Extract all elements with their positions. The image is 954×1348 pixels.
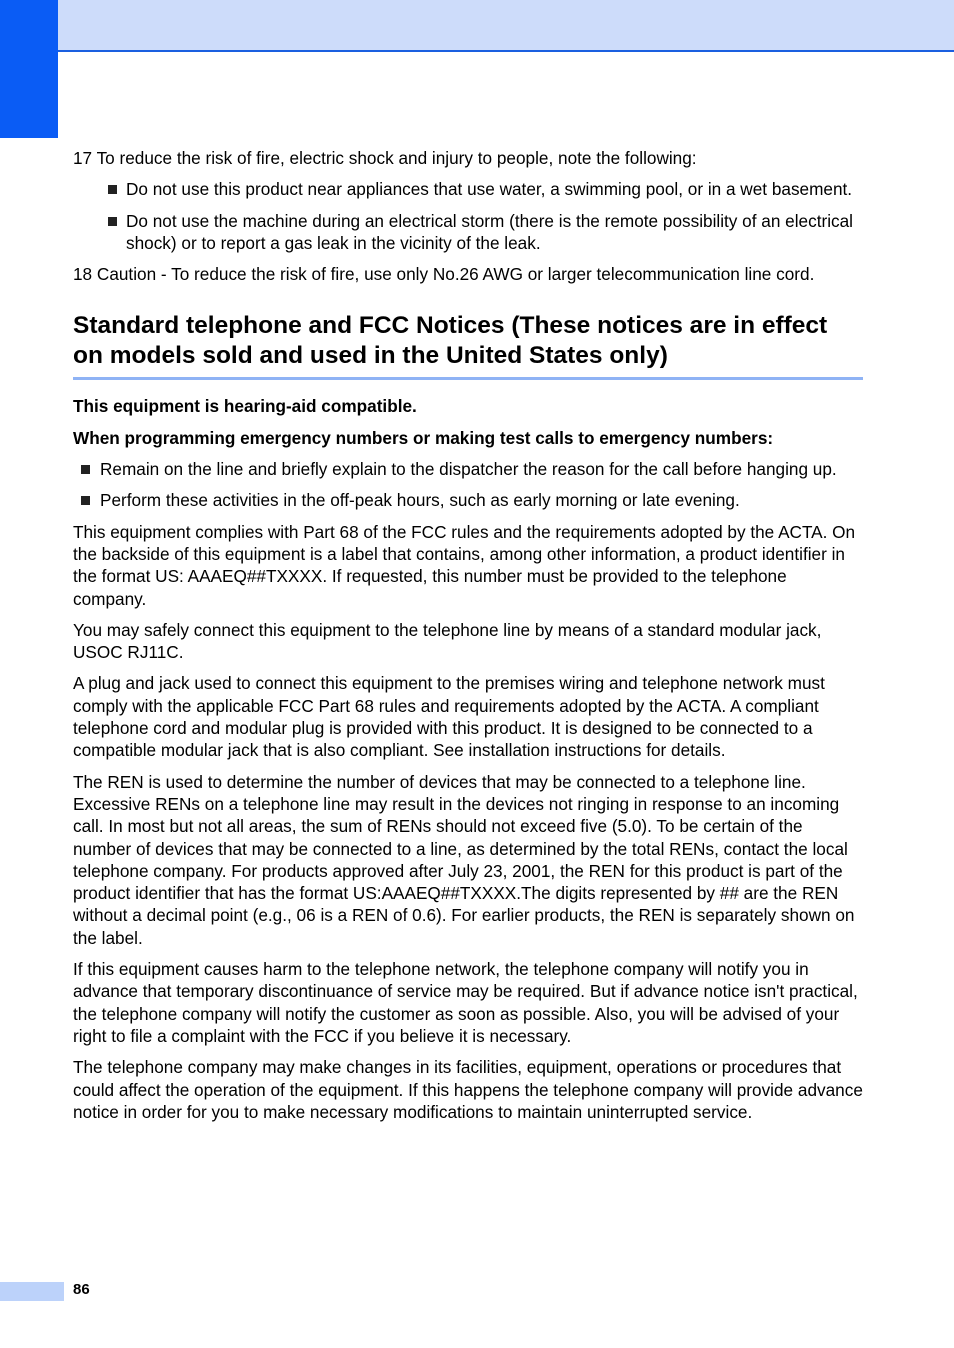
paragraph: If this equipment causes harm to the telephone network, the telephone company will notify you in advance that temporary discontinuance of service may be required. But if advance notice isn't practical, the telephone company will notify the customer as soon as possible. Also, you will be advised of your right to file a complaint with the FCC if you believe it is necessary.	[73, 959, 858, 1046]
paragraph: This equipment complies with Part 68 of the FCC rules and the requirements adopted by the ACTA. On the backside of this equipment is a label that contains, among other information, a product identifier in the format US: AAAEQ##TXXXX. If requested, this number must be provided to the telephone company.	[73, 521, 856, 609]
paragraph: The REN is used to determine the number of devices that may be connected to a telephone line. Excessive RENs on a telephone line may result in the devices not ringing in response to an incoming call. In most but not all areas, the sum of RENs should not exceed five (5.0). To be certain of the number of devices that may be connected to a line, as determined by the total RENs, contact the local telephone company. For products approved after July 23, 2001, the REN for this product is part of the product identifier that has the format US:AAAEQ##TXXXX.The digits represented by ## are the REN without a decimal point (e.g., 06 is a REN of 0.6). For earlier products, the REN is separately shown on the label.	[73, 771, 855, 948]
bullet-item	[73, 458, 863, 480]
square-bullet-icon	[108, 217, 117, 226]
square-bullet-icon	[81, 465, 90, 474]
section-heading: Standard telephone and FCC Notices (These notices are in effect on models sold and used in the United States only)	[73, 311, 863, 380]
item-text: To reduce the risk of fire, electric shock and injury to people, note the following:	[96, 148, 697, 168]
chapter-tab	[0, 0, 58, 138]
paragraph: You may safely connect this equipment to the telephone line by means of a standard modular jack, USOC RJ11C.	[73, 619, 822, 663]
bullet-text: Perform these activities in the off-peak hours, such as early morning or late evening.	[100, 490, 740, 511]
paragraph: The telephone company may make changes in its facilities, equipment, operations or procedures that could affect the operation of the equipment. If this happens the telephone company will provide advance notice in order for you to make necessary modifications to maintain uninterrupted service.	[73, 1057, 863, 1122]
bullet-item	[73, 210, 863, 255]
bullet-item	[73, 489, 863, 511]
square-bullet-icon	[108, 185, 117, 194]
list-item-17	[73, 147, 863, 169]
emergency-note: When programming emergency numbers or making test calls to emergency numbers:	[73, 427, 774, 448]
list-item-18	[73, 263, 863, 285]
header-band	[0, 0, 954, 52]
hearing-aid-note: This equipment is hearing-aid compatible.	[73, 396, 417, 417]
paragraph: A plug and jack used to connect this equipment to the premises wiring and telephone network must comply with the applicable FCC Part 68 rules and requirements adopted by the ACTA. A compliant telephone cord and modular plug is provided with this product. It is designed to be connected to a compatible modular jack that is also compliant. See installation instructions for details.	[73, 673, 825, 761]
bullet-text: Do not use this product near appliances that use water, a swimming pool, or in a wet basement.	[126, 179, 853, 200]
page-number: 86	[73, 1281, 90, 1298]
square-bullet-icon	[81, 496, 90, 505]
footer-band	[0, 1282, 64, 1301]
item-number: 17	[73, 148, 93, 168]
bullet-text: Remain on the line and briefly explain to the dispatcher the reason for the call before hanging up.	[100, 459, 837, 480]
bullet-item	[73, 178, 863, 200]
item-text: Caution - To reduce the risk of fire, use only No.26 AWG or larger telecommunication line cord.	[96, 264, 815, 285]
item-number: 18	[73, 264, 93, 285]
bullet-text: Do not use the machine during an electrical storm (there is the remote possibility of an electrical shock) or to report a gas leak in the vicinity of the leak.	[126, 210, 853, 253]
page-content	[73, 147, 863, 1132]
